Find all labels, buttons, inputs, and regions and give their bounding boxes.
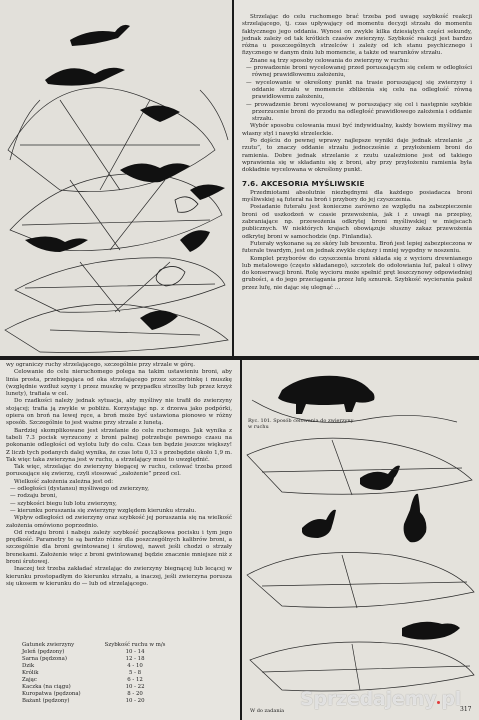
table-cell: 4 - 10 <box>127 663 143 669</box>
table-cell: 12 - 18 <box>125 656 145 662</box>
paragraph: Posiadanie futerału jest konieczne zarówno ze względu na zabezpieczenie broni od uszkodzeń w czasie przewożenia, jak i z uwagi na przepisy, zabraniające np. przewożenia odkrytej broni myśliwskiej w miejscach publicznych. W niektórych krajach obowiązuje słuszny zakaz przewożenia odkrytej broni w samochodzie (np. Finlandia). <box>242 204 472 240</box>
paragraph: Tak więc, strzelając do zwierzyny biegącej w ruchu, celować trzeba przed poruszające się zwierzę, czyli stosować „założenie” przed cel. <box>6 464 232 478</box>
paragraph: Od rodzaju broni i naboju zależy szybkość początkowa pocisku i tym jego prędkość. Parametry te są bardzo różne dla poszczególnych kalibrów broni, a szczególnie dla broni gwintowanej i śrutowej, nawet jeśli chodzi o strzały brenekami. Założenie więc z broni gwintowanej będzie znacznie mniejsze niż z broni śrutowej. <box>6 529 232 566</box>
duck-outline <box>175 197 198 213</box>
text-column <box>242 14 472 292</box>
paragraph: Wpływ odległości od zwierzyny oraz szybkość jej poruszania się na wielkość założenia omówiono poprzednio. <box>6 515 232 529</box>
bird-silhouette <box>70 25 130 46</box>
hare-silhouette <box>402 622 460 640</box>
table-row <box>22 691 169 698</box>
paragraph: Inaczej też trzeba zakładać strzelając do zwierzyny biegnącej lub lecącej w kierunku prostopadłym do kierunku strzału, a inaczej, jeśli zwierzyna porusza się ukosem w kierunku do — lub od strzelającego. <box>6 566 232 587</box>
paragraph: Futerały wykonane są ze skóry lub brezentu. Broń jest lepiej zabezpieczona w futerale twardym, jest on jednak zwykle cięższy i mniej wygodny w noszeniu. <box>242 240 472 255</box>
table-cell: Kaczka (na ciągu) <box>22 684 71 690</box>
running-animals-aiming-illustration <box>242 360 479 720</box>
boar-silhouette <box>278 376 375 414</box>
hare-silhouette <box>302 510 336 538</box>
paragraph: Celowanie do celu nieruchomego polega na takim ustawieniu broni, aby linia prosta, przebiegająca od oka strzelającego przez szczerbinkę i muszkę (względnie wzdłuż szyny i przez muszkę w przypadku strzelby lub przez krzyż lunety), trafiała w cel. <box>6 369 232 398</box>
duck-outline <box>156 266 185 286</box>
watermark-text: Sprzedajemy <box>300 688 437 710</box>
paragraph: Wybór sposobu celowania musi być indywidualny, każdy bowiem myśliwy ma własny styl i nawyki strzeleckie. <box>242 123 472 137</box>
bird-silhouette <box>120 163 190 182</box>
list-item: — wycelowanie w określony punkt na trasie poruszającej się zwierzyny i oddanie strzału w momencie zbliżenia się celu na odległość równą prawidłowemu założeniu, <box>246 79 472 101</box>
section-heading: 7.6. AKCESORIA MYŚLIWSKIE <box>242 178 365 188</box>
list-item: — prowadzenie broni wycelowanej w poruszający się cel i następnie szybkie przerzucenie broni do przodu na odległość prawidłowego założenia i oddanie strzału. <box>246 101 472 123</box>
paragraph: Do rzadkości należy jednak sytuacja, aby myśliwy nie trafił do zwierzyny stojącej; trafia ją zwykle w pobliżu. Korzystając np. z drzewa jako podpórki, opiera on broń na lewej ręce, a broń może być ustawiona pionowo w różny sposób. Szczególnie to jest ważne przy strzale z lunetą. <box>6 398 232 427</box>
table-cell: Bażant (pędzony) <box>22 698 70 704</box>
table-row <box>22 698 169 705</box>
crosshair-ring <box>247 553 474 608</box>
bird-silhouette <box>140 105 180 122</box>
watermark-logo <box>300 688 461 710</box>
flying-birds-aiming-illustration <box>0 0 232 356</box>
table-cell: Królik <box>22 670 39 676</box>
page-top-left-illustrations <box>0 0 232 356</box>
crosshair-line <box>262 555 467 608</box>
bird-silhouette <box>25 236 88 252</box>
table-row <box>22 649 169 656</box>
crosshair-ring <box>250 642 474 691</box>
table-cell: 10 - 20 <box>125 698 145 704</box>
list-item: — szybkości biegu lub lotu zwierzyny, <box>10 500 117 507</box>
text-column <box>6 362 232 588</box>
page-bottom-left-text <box>0 360 240 720</box>
table-row <box>22 684 169 691</box>
paragraph: Wielkość założenia zależna jest od: <box>14 478 114 485</box>
figure-caption: Ryc. 101. Sposób celowania do zwierzyny w ruchu <box>248 418 354 431</box>
table-header-row <box>22 642 169 649</box>
paragraph: Po dojściu do pewnej wprawy najlepsze wyniki daje jednak strzelanie „z rzutu”, to znaczy oddanie strzału jednocześnie z przyłożeniem broni do ramienia. Dobre jednak strzelanie z rzutu uzależnione jest od takiego wprawienia się w składaniu się z broni, aby przy przyłożeniu ramienia była dokładnie wycelowana w określony punkt. <box>242 138 472 174</box>
list-item: — prowadzenie broni wycelowanej przed poruszającym się celem w odległości równej prawidłowemu założeniu, <box>246 65 472 79</box>
table-cell: Jeleń (pędzony) <box>22 649 65 655</box>
watermark-suffix: pl <box>441 688 462 710</box>
crosshair-ring <box>15 258 225 313</box>
table-header: Szybkość ruchu w m/s <box>104 642 166 648</box>
paragraph: wy ograniczy ruchy strzelającego, szczególnie przy strzale w górę. <box>6 362 196 368</box>
table-cell: Sarna (pędzona) <box>22 656 67 662</box>
table-cell: Kuropatwa (pędzona) <box>22 691 81 697</box>
table-cell: 8 - 20 <box>127 691 143 697</box>
animal-speed-table <box>22 642 169 705</box>
trajectory-line <box>10 90 228 160</box>
list-item: — odległości (dystansu) myśliwego od zwierzyny, <box>10 486 150 493</box>
crosshair-line <box>262 440 462 495</box>
table-cell: 6 - 12 <box>127 677 143 683</box>
figure-note: W do zadania <box>250 708 285 714</box>
crosshair-ring <box>5 304 228 352</box>
bird-silhouette <box>180 230 210 252</box>
crosshair-ring <box>247 438 472 494</box>
crosshair-ring <box>8 88 215 192</box>
bird-silhouette <box>45 68 125 86</box>
paragraph: Strzelając do celu ruchomego brać trzeba pod uwagę szybkość reakcji strzelającego, tj. czas upływający od momentu decyzji strzału do momentu faktycznego jego oddania. Wynosi on zwykle kilka dziesiątych części sekundy, jednak zależy od tak krótkich czasów zwierzyny. Szybkość reakcji jest bardzo różna u poszczególnych strzelców i zależy od ich stanu psychicznego i fizycznego w danym dniu lub momencie, a także od warunków strzału. <box>242 14 472 57</box>
table-header: Gatunek zwierzyny <box>22 642 75 648</box>
table-cell: 5 - 8 <box>129 670 142 676</box>
table-cell: Zając <box>22 677 37 683</box>
table-row <box>22 663 169 670</box>
crosshair-line <box>50 330 200 335</box>
table-row <box>22 656 169 663</box>
bird-silhouette <box>140 310 178 330</box>
table-cell: 10 - 22 <box>125 684 145 690</box>
table-row <box>22 670 169 677</box>
crosshair-line <box>262 644 470 690</box>
list-item: — rodzaju broni, <box>10 493 58 500</box>
paragraph: Znane są trzy sposoby celowania do zwierzyny w ruchu: <box>250 57 410 64</box>
hare-silhouette <box>404 494 427 542</box>
page-number: 317 <box>460 706 472 713</box>
page-top-right-text <box>234 0 479 356</box>
table-row <box>22 677 169 684</box>
watermark-dot-icon <box>437 701 440 704</box>
paragraph: Bardziej skomplikowane jest strzelanie do celu ruchomego. Jak wynika z tabeli 7.3 pocisk wyrzucony z broni palnej potrzebuje pewnego czasu na pokonanie odległości od wylotu lufy do celu. Czas ten będzie jeszcze większy! Z liczb tych podanych dalej wynika, że czas lotu 0,13 s przebędzie około 1,9 m. Tak więc taka zwierzyna jest w ruchu, a strzelający musi to uwzględnić. <box>6 427 232 463</box>
paragraph: Komplet przyborów do czyszczenia broni składa się z wycioru drewnianego lub metalowego (często składanego), szczotek do odołowiania luf, pakuł i oliwy do konserwacji broni. Rolę wycioru może spełnić pręt leszczynowy odpowiedniej grubości, a do jego przeciągania przez lufę sznurek. Szybkość wycierania pakuł przez lufę, nie dając się ulegnąć ... <box>242 255 472 291</box>
paragraph: Przedmiotami absolutnie niezbędnymi dla każdego posiadacza broni myśliwskiej są futerał na broń i przybory do jej czyszczenia. <box>242 189 472 204</box>
list-item: — kierunku poruszania się zwierzyny względem kierunku strzału. <box>10 507 197 514</box>
page-bottom-right-illustrations <box>242 360 479 720</box>
table-cell: 10 - 14 <box>125 649 145 655</box>
table-cell: Dzik <box>22 663 35 669</box>
